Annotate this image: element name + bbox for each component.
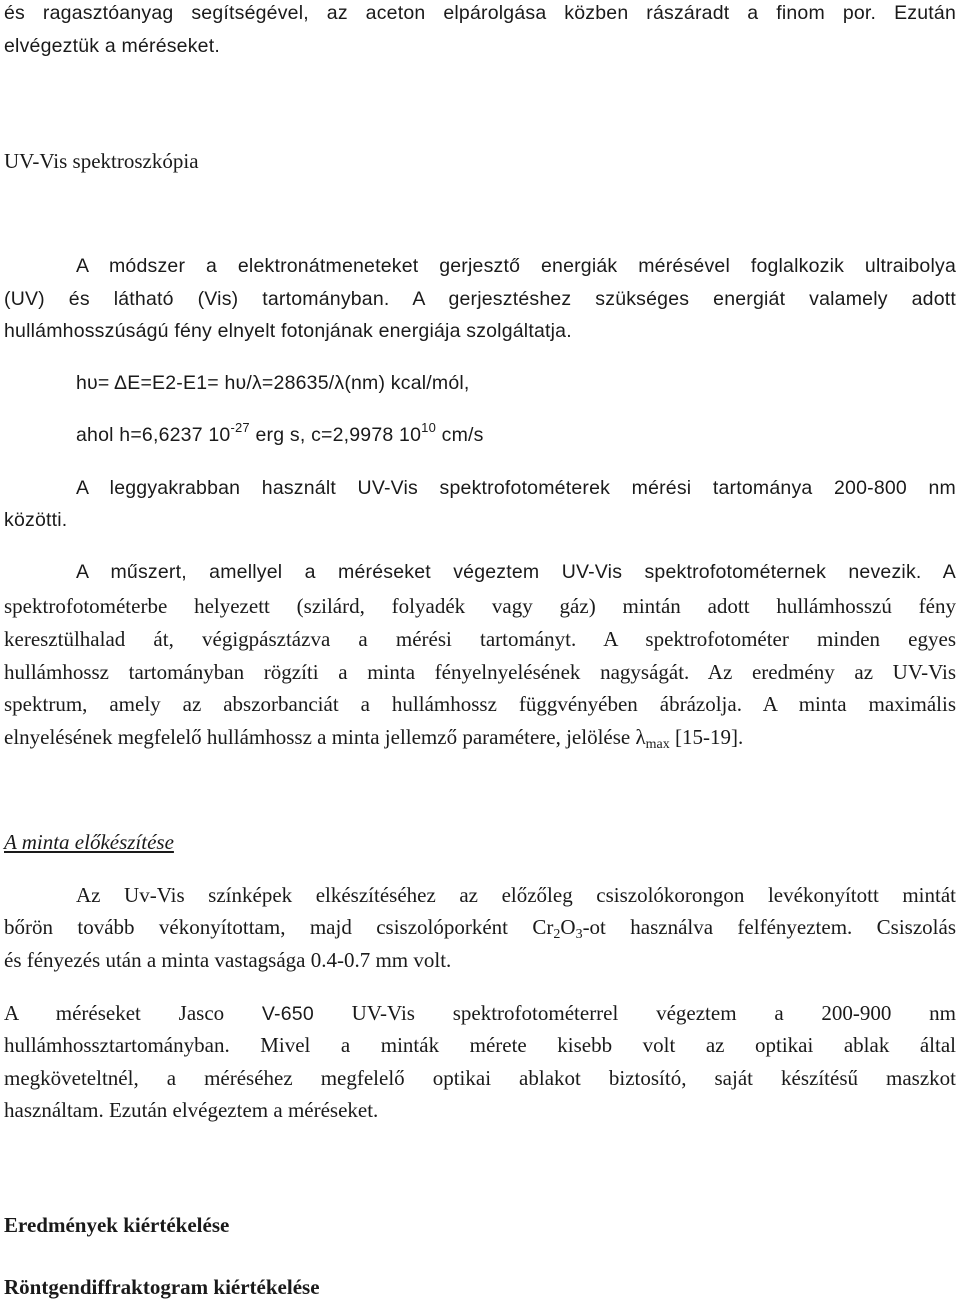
minta-line2-part-c: -ot használva felfényeztem. Csiszolás: [582, 915, 956, 939]
constants-h: ahol h=6,6237 10: [76, 424, 231, 446]
minta-paragraph-2-line-2: hullámhossztartományban. Mivel a minták mérete kisebb volt az optikai ablak által: [4, 1033, 956, 1057]
o-subscript: 3: [575, 927, 583, 942]
uvvis-paragraph-1-line-2: [4, 288, 956, 311]
lambda-text: elnyelésének megfelelő hullámhossz a minta jellemző paramétere, jelölése λ: [4, 725, 646, 749]
uvvis-constants: [76, 420, 484, 447]
uvvis-paragraph-2-line-6: [4, 725, 743, 750]
intro-line-1: és ragasztóanyag segítségével, az aceton elpárolgása közben rászáradt a finom por. Ezután: [4, 2, 956, 24]
section-title-rontgen: Röntgendiffraktogram kiértékelése: [4, 1275, 320, 1299]
uvvis-paragraph-2-line-4: hullámhossz tartományban rögzíti a minta fényelnyelésének nagyságát. Az eredmény az UV-Vis: [4, 660, 956, 684]
reference-citation: [15-19].: [669, 725, 744, 749]
minta-paragraph-2-line-1: [4, 1001, 956, 1026]
constants-c-exponent: 10: [421, 420, 437, 435]
uvvis-paragraph-2-line-2: spektrofotométerbe helyezett (szilárd, folyadék vagy gáz) mintán adott hullámhosszú fény: [4, 594, 956, 618]
constants-unit: cm/s: [436, 424, 484, 446]
uvvis-paragraph-1-line-1: A módszer a elektronátmeneteket gerjesztő energiák mérésével foglalkozik ultraibolya: [76, 255, 956, 277]
minta-paragraph-1-line-3: és fényezés után a minta vastagsága 0.4-0.7 mm volt.: [4, 948, 452, 972]
uvvis-range-line-1: A leggyakrabban használt UV-Vis spektrofotométerek mérési tartománya 200-800 nm: [76, 477, 956, 499]
minta-paragraph-1-line-1: Az Uv-Vis színképek elkészítéséhez az előzőleg csiszolókorongon levékonyított mintát: [76, 883, 956, 907]
cr-subscript: 2: [553, 927, 561, 942]
section-title-uvvis: UV-Vis spektroszkópia: [4, 149, 199, 173]
uvvis-paragraph-1-line-3: hullámhosszúságú fény elnyelt fotonjának energiája szolgáltatja.: [4, 320, 572, 342]
lambda-max-subscript: max: [645, 737, 670, 752]
minta-paragraph-1-line-2: [4, 915, 956, 940]
section-title-minta: A minta előkészítése: [4, 830, 174, 854]
section-title-eredmenyek: Eredmények kiértékelése: [4, 1213, 230, 1237]
minta-p2-part-a: A méréseket Jasco: [4, 1001, 262, 1025]
uvvis-paragraph-1-line-2b: A gerjesztéshez szükséges energiát valamely adott: [389, 288, 956, 310]
uvvis-paragraph-2-line-1: A műszert, amellyel a méréseket végeztem UV-Vis spektrofotométernek nevezik. A: [76, 561, 956, 583]
constants-c: erg s, c=2,9978 10: [249, 424, 422, 446]
minta-p2-part-b: UV-Vis spektrofotométerrel végeztem a 200-900 nm: [313, 1001, 956, 1025]
minta-line2-part-b: O: [560, 915, 576, 939]
minta-paragraph-2-line-4: használtam. Ezután elvégeztem a méréseket.: [4, 1098, 379, 1122]
intro-line-2: elvégeztük a méréseket.: [4, 35, 220, 57]
minta-line2-part-a: bőrön tovább vékonyítottam, majd csiszolóporként Cr: [4, 915, 554, 939]
minta-paragraph-2-line-3: megköveteltnél, a méréséhez megfelelő optikai ablakot biztosító, saját készítésű maszkot: [4, 1066, 956, 1090]
constants-h-exponent: -27: [230, 420, 250, 435]
uvvis-range-line-2: közötti.: [4, 509, 68, 531]
uvvis-paragraph-2-line-5: spektrum, amely az abszorbanciát a hullámhossz függvényében ábrázolja. A minta maximális: [4, 692, 956, 716]
uvvis-formula: hυ= ΔE=E2-E1= hυ/λ=28635/λ(nm) kcal/mól,: [76, 372, 470, 394]
uvvis-paragraph-1-line-2a: (UV) és látható (Vis) tartományban.: [4, 288, 390, 310]
instrument-model: V-650: [261, 1003, 314, 1025]
uvvis-paragraph-2-line-3: keresztülhalad át, végigpásztázva a mérési tartományt. A spektrofotométer minden egyes: [4, 627, 956, 651]
